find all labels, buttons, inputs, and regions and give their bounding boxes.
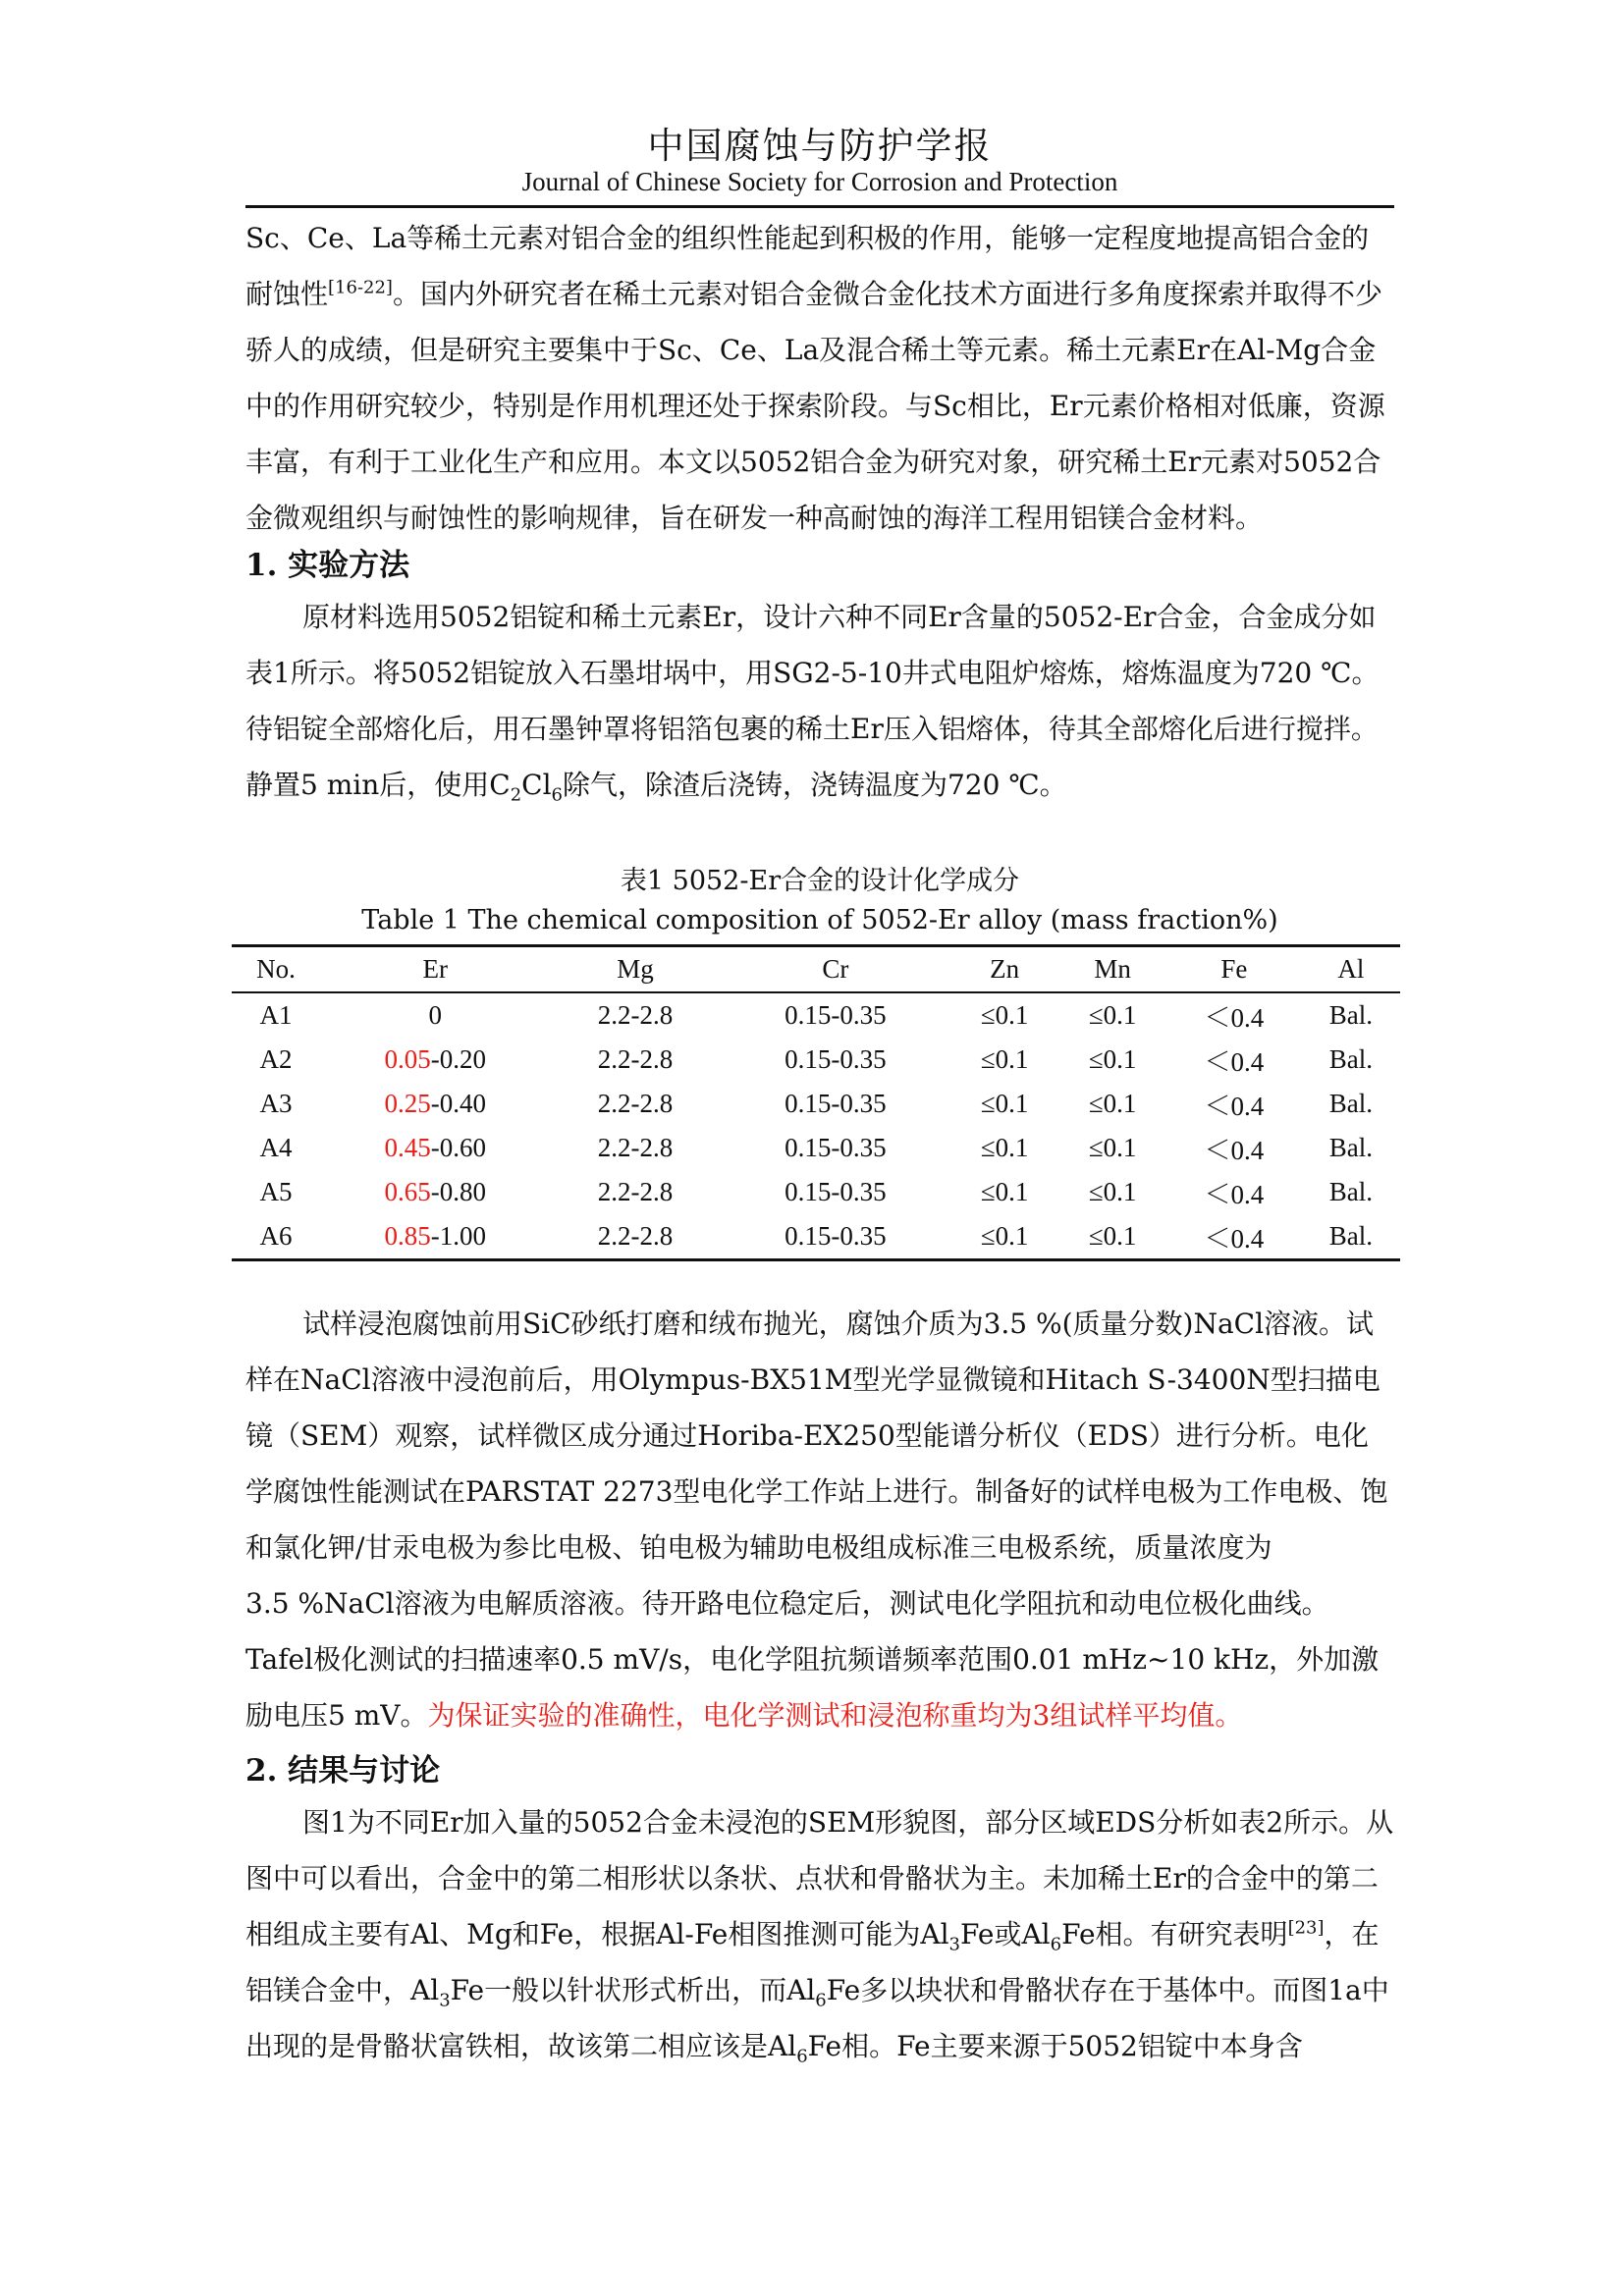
table-caption-en: Table 1 The chemical composition of 5052-Er alloy (mass fraction%) xyxy=(361,905,1278,935)
highlighted-note: 为保证实验的准确性，电化学测试和浸泡称重均为3组试样平均值。 xyxy=(427,1699,1243,1732)
col-header: Cr xyxy=(822,954,849,984)
section-heading-results: 2. 结果与讨论 xyxy=(245,1753,441,1789)
results-paragraph: 图1为不同Er加入量的5052合金未浸泡的SEM形貌图，部分区域EDS分析如表2所示。从图中可以看出，合金中的第二相形状以条状、点状和骨骼状为主。未加稀土Er的合金中的第二相组成主要有Al、Mg和Fe，根据Al-Fe相图推测可能为$Al_3Fe$或$Al_6Fe$相。有研究表明[23]，在铝镁合金中，$Al_3Fe$一般以针状形式析出，而$Al_6Fe$多以块状和骨骼状存在于基体中。而图1a中出现的是骨骼状富铁相，故该第二相应该是$Al_6Fe$相。Fe主要来源于5052铝锭中本身含 xyxy=(245,1806,1394,2067)
col-header: No. xyxy=(256,954,296,984)
table-row: A2 0.05-0.20 2.2-2.8 0.15-0.35 ≤0.1 ≤0.1 ＜0.4 Bal. xyxy=(259,1044,1373,1077)
col-header: Fe xyxy=(1220,954,1248,984)
header-rule xyxy=(245,205,1394,208)
journal-title-cn: 中国腐蚀与防护学报 xyxy=(647,125,993,167)
col-header: Mn xyxy=(1094,954,1131,984)
col-header: Al xyxy=(1337,954,1365,984)
composition-table xyxy=(232,944,1400,1261)
table-row: A6 0.85-1.00 2.2-2.8 0.15-0.35 ≤0.1 ≤0.1 ＜0.4 Bal. xyxy=(232,1214,1400,1260)
table-row: A4 0.45-0.60 2.2-2.8 0.15-0.35 ≤0.1 ≤0.1 ＜0.4 Bal. xyxy=(259,1133,1373,1165)
col-header: Mg xyxy=(617,954,654,984)
col-header: Er xyxy=(422,954,448,984)
journal-title-en: Journal of Chinese Society for Corrosion and Protection xyxy=(521,167,1118,196)
table-row: A5 0.65-0.80 2.2-2.8 0.15-0.35 ≤0.1 ≤0.1 ＜0.4 Bal. xyxy=(259,1177,1373,1209)
intro-paragraph: Sc、Ce、La等稀土元素对铝合金的组织性能起到积极的作用，能够一定程度地提高铝合金的耐蚀性[16-22]。国内外研究者在稀土元素对铝合金微合金化技术方面进行多角度探索并取得不少骄人的成绩，但是研究主要集中于Sc、Ce、La及混合稀土等元素。稀土元素Er在Al-Mg合金中的作用研究较少，特别是作用机理还处于探索阶段。与Sc相比，Er元素价格相对低廉，资源丰富，有利于工业化生产和应用。本文以5052铝合金为研究对象，研究稀土Er元素对5052合金微观组织与耐蚀性的影响规律，旨在研发一种高耐蚀的海洋工程用铝镁合金材料。 xyxy=(245,222,1385,534)
col-header: Zn xyxy=(990,954,1020,984)
methods-paragraph-2: 试样浸泡腐蚀前用SiC砂纸打磨和绒布抛光，腐蚀介质为3.5 %(质量分数)NaCl溶液。试样在NaCl溶液中浸泡前后，用Olympus-BX51M型光学显微镜和Hitach S-3400N型扫描电镜（SEM）观察，试样微区成分通过Horiba-EX250型能谱分析仪（EDS）进行分析。电化学腐蚀性能测试在PARSTAT 2273型电化学工作站上进行。制备好的试样电极为工作电极、饱和氯化钾/甘汞电极为参比电极、铂电极为辅助电极组成标准三电极系统，质量浓度为 3.5 %NaCl溶液为电解质溶液。待开路电位稳定后，测试电化学阻抗和动电位极化曲线。Tafel极化测试的扫描速率0.5 mV/s，电化学阻抗频谱频率范围0.01 mHz~10 kHz，外加激励电压5 mV。为保证实验的准确性，电化学测试和浸泡称重均为3组试样平均值。 xyxy=(245,1308,1388,1732)
table-row: A1 0 2.2-2.8 0.15-0.35 ≤0.1 ≤0.1 ＜0.4 Bal. xyxy=(259,1000,1373,1033)
table-row: A3 0.25-0.40 2.2-2.8 0.15-0.35 ≤0.1 ≤0.1 ＜0.4 Bal. xyxy=(259,1089,1373,1121)
citation: [23] xyxy=(1287,1917,1325,1939)
table-caption-cn: 表1 5052-Er合金的设计化学成分 xyxy=(620,866,1020,896)
citation: [16-22] xyxy=(328,277,393,298)
methods-paragraph: 原材料选用5052铝锭和稀土元素Er，设计六种不同Er含量的5052-Er合金，合金成分如表1所示。将5052铝锭放入石墨坩埚中，用SG2-5-10井式电阻炉熔炼，熔炼温度为720 ℃。待铝锭全部熔化后，用石墨钟罩将铝箔包裹的稀土Er压入铝熔体，待其全部熔化后进行搅拌。静置5 min后，使用$C_2Cl_6$除气，除渣后浇铸，浇铸温度为720 ℃。 xyxy=(245,601,1380,806)
section-heading-methods: 1. 实验方法 xyxy=(245,548,410,583)
table-header-row xyxy=(232,946,1400,993)
